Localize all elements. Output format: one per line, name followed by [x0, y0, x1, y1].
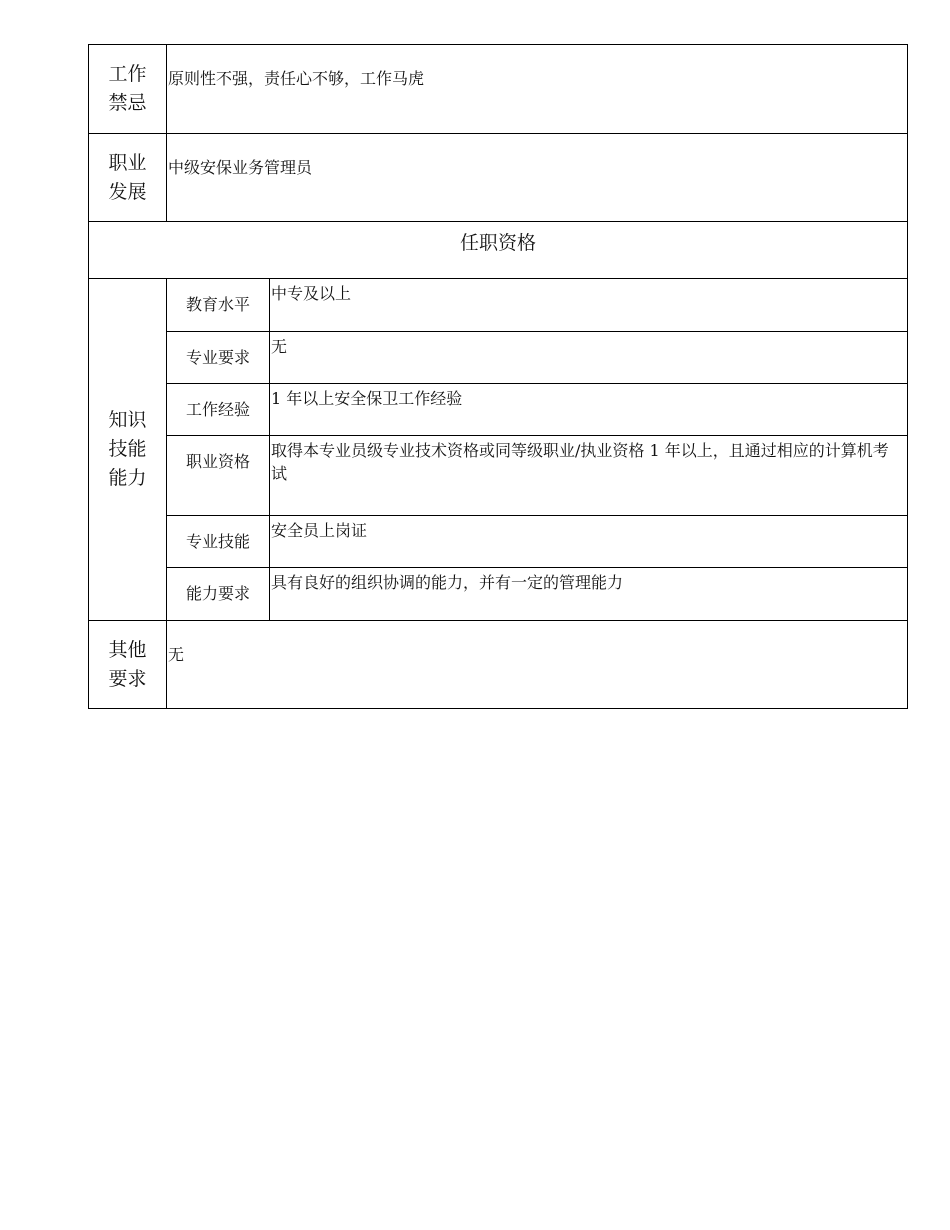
row-work-forbidden	[89, 45, 908, 134]
label-line: 要求	[108, 667, 147, 690]
sub-value-education: 中专及以上	[270, 279, 908, 332]
job-requirements-table	[88, 44, 908, 709]
table-row	[89, 384, 908, 436]
sub-value-certification: 取得本专业员级专业技术资格或同等级职业/执业资格 1 年以上，且通过相应的计算机考试	[270, 436, 908, 516]
sub-value-major: 无	[270, 332, 908, 384]
table-row	[89, 279, 908, 332]
label-other-requirements	[89, 621, 167, 709]
label-line: 能力	[108, 467, 147, 489]
label-career-development	[89, 134, 167, 222]
table-row	[89, 516, 908, 568]
value-other-requirements: 无	[167, 621, 908, 709]
table-row	[89, 436, 908, 516]
sub-label-major: 专业要求	[167, 332, 270, 384]
label-line: 其他	[108, 638, 147, 661]
sub-label-ability: 能力要求	[167, 568, 270, 621]
row-other-requirements	[89, 621, 908, 709]
label-knowledge-skills	[89, 279, 167, 621]
label-line: 职业	[108, 151, 147, 174]
section-title-qualification: 任职资格	[89, 222, 908, 279]
row-career-development	[89, 134, 908, 222]
label-line: 知识	[108, 409, 147, 431]
table-row	[89, 568, 908, 621]
sub-value-experience: 1 年以上安全保卫工作经验	[270, 384, 908, 436]
value-career-development: 中级安保业务管理员	[167, 134, 908, 222]
table-row	[89, 332, 908, 384]
label-work-forbidden	[89, 45, 167, 134]
sub-value-ability: 具有良好的组织协调的能力，并有一定的管理能力	[270, 568, 908, 621]
label-line: 工作	[108, 63, 147, 85]
sub-label-certification: 职业资格	[167, 436, 270, 516]
label-line: 技能	[108, 438, 147, 460]
sub-value-skills: 安全员上岗证	[270, 516, 908, 568]
sub-label-skills: 专业技能	[167, 516, 270, 568]
label-line: 发展	[108, 180, 147, 203]
row-qualification-title	[89, 222, 908, 279]
label-line: 禁忌	[108, 92, 147, 114]
value-work-forbidden: 原则性不强，责任心不够，工作马虎	[167, 45, 908, 134]
sub-label-education: 教育水平	[167, 279, 270, 332]
sub-label-experience: 工作经验	[167, 384, 270, 436]
